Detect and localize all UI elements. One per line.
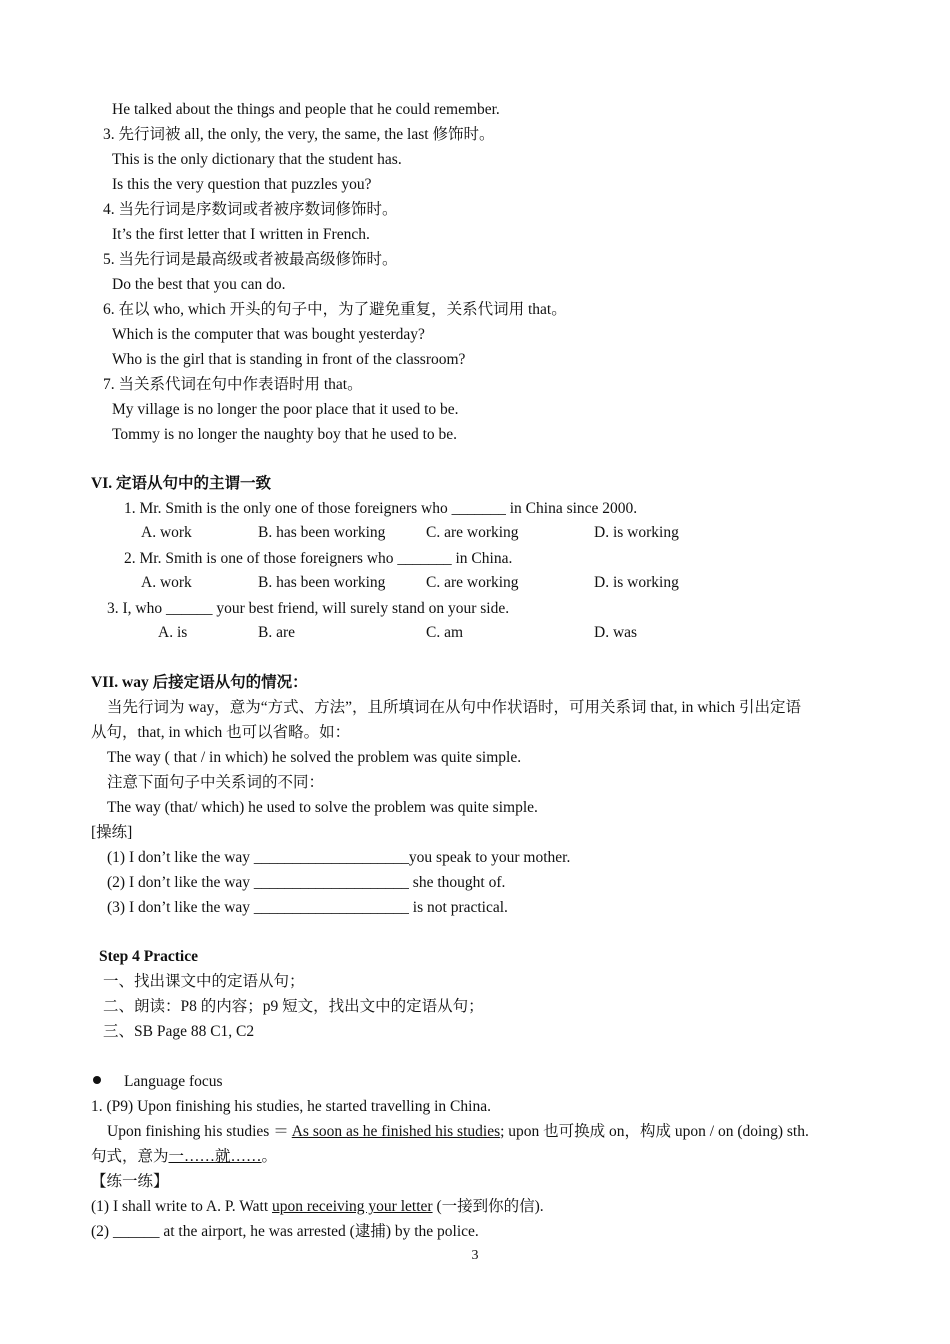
text: (1) I shall write to A. P. Watt xyxy=(91,1198,273,1215)
example-sentence: The way ( that / in which) he solved the problem was quite simple. xyxy=(107,749,522,766)
exercise-item: (2) ______ at the airport, he was arrested (逮捕) by the police. xyxy=(91,1223,479,1240)
focus-item: 1. (P9) Upon finishing his studies, he started travelling in China. xyxy=(91,1098,491,1115)
option: B. are xyxy=(258,624,296,641)
section-heading: VII. way 后接定语从句的情况： xyxy=(91,674,308,691)
example-sentence: Tommy is no longer the naughty boy that he used to be. xyxy=(112,426,458,443)
option: A. is xyxy=(158,624,188,641)
example-sentence: He talked about the things and people that he could remember. xyxy=(112,101,500,118)
page-number: 3 xyxy=(471,1248,479,1263)
example-sentence: Who is the girl that is standing in front of the classroom? xyxy=(112,351,466,368)
example-sentence: This is the only dictionary that the student has. xyxy=(112,151,402,168)
language-focus-title: Language focus xyxy=(124,1073,223,1090)
option: B. has been working xyxy=(258,524,386,541)
text: Upon finishing his studies ＝ xyxy=(107,1123,292,1140)
underlined-text: 一……就…… xyxy=(168,1148,262,1165)
practice-label: [操练] xyxy=(91,824,133,841)
section-heading: VI. 定语从句中的主谓一致 xyxy=(91,475,271,492)
drill-item: (3) I don’t like the way ____________________ is not practical. xyxy=(107,899,508,916)
exercise-item xyxy=(91,1197,544,1217)
text: 。 xyxy=(261,1148,278,1165)
option: D. was xyxy=(594,624,638,641)
drill-item: (2) I don’t like the way ____________________ she thought of. xyxy=(107,874,506,891)
question: 3. I, who ______ your best friend, will surely stand on your side. xyxy=(107,600,510,617)
question: 1. Mr. Smith is the only one of those foreigners who _______ in China since 2000. xyxy=(124,500,638,517)
rule-item: 5. 当先行词是最高级或者被最高级修饰时。 xyxy=(103,251,398,268)
underlined-text: As soon as he finished his studies xyxy=(291,1123,501,1140)
option: C. are working xyxy=(426,574,519,591)
pattern-line xyxy=(91,1147,277,1167)
bullet-icon xyxy=(93,1076,101,1084)
note: 注意下面句子中关系词的不同： xyxy=(107,774,325,791)
paragraph: 从句，that, in which 也可以省略。如： xyxy=(91,724,351,741)
example-sentence: It’s the first letter that I written in French. xyxy=(112,226,370,243)
option: A. work xyxy=(141,574,192,591)
practice-label: 【练一练】 xyxy=(91,1173,169,1190)
option: A. work xyxy=(141,524,192,541)
option: C. are working xyxy=(426,524,519,541)
example-sentence: Do the best that you can do. xyxy=(112,276,286,293)
drill-item: (1) I don’t like the way ____________________you speak to your mother. xyxy=(107,849,571,866)
step-item: 三、SB Page 88 C1, C2 xyxy=(103,1023,255,1040)
example-sentence: Is this the very question that puzzles you? xyxy=(112,176,372,193)
rule-item: 6. 在以 who, which 开头的句子中，为了避免重复，关系代词用 that。 xyxy=(103,301,567,318)
text: ; upon 也可换成 on，构成 upon / on (doing) sth. xyxy=(500,1123,809,1140)
underlined-text: upon receiving your letter xyxy=(272,1198,433,1215)
rule-item: 7. 当关系代词在句中作表语时用 that。 xyxy=(103,376,363,393)
rule-item: 3. 先行词被 all, the only, the very, the same, the last 修饰时。 xyxy=(103,126,495,143)
text: 句式，意为 xyxy=(91,1148,169,1165)
example-sentence: Which is the computer that was bought yesterday? xyxy=(112,326,425,343)
step-item: 一、找出课文中的定语从句； xyxy=(103,973,305,990)
question: 2. Mr. Smith is one of those foreigners who _______ in China. xyxy=(124,550,513,567)
option: B. has been working xyxy=(258,574,386,591)
option: C. am xyxy=(426,624,464,641)
step-item: 二、朗读：P8 的内容；p9 短文，找出文中的定语从句； xyxy=(103,998,484,1015)
step-heading: Step 4 Practice xyxy=(99,948,198,965)
rule-item: 4. 当先行词是序数词或者被序数词修饰时。 xyxy=(103,201,398,218)
equivalence-line xyxy=(107,1122,809,1142)
paragraph: 当先行词为 way，意为“方式、方法”，且所填词在从句中作状语时，可用关系词 that, in which 引出定语 xyxy=(107,699,802,716)
option: D. is working xyxy=(594,574,679,591)
example-sentence: My village is no longer the poor place that it used to be. xyxy=(112,401,459,418)
option: D. is working xyxy=(594,524,679,541)
text: (一接到你的信). xyxy=(432,1198,544,1215)
example-sentence: The way (that/ which) he used to solve the problem was quite simple. xyxy=(107,799,538,816)
